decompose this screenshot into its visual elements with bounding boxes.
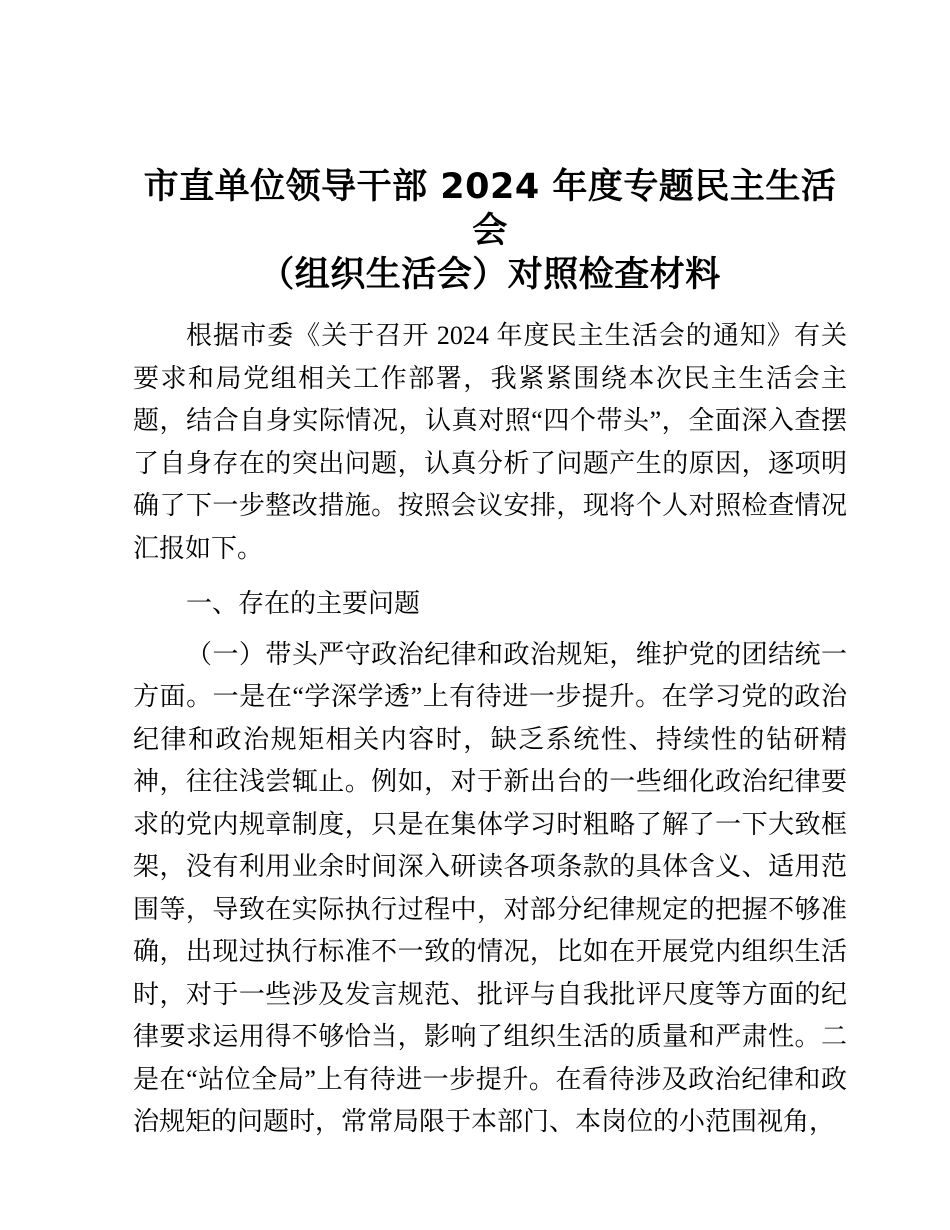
- section-1-item-1-paragraph: （一）带头严守政治纪律和政治规矩，维护党的团结统一方面。一是在“学深学透”上有待进一步提升。在学习党的政治纪律和政治规矩相关内容时，缺乏系统性、持续性的钻研精神，往往浅尝辄止。例如，对于新出台的一些细化政治纪律要求的党内规章制度，只是在集体学习时粗略了解了一下大致框架，没有利用业余时间深入研读各项条款的具体含义、适用范围等，导致在实际执行过程中，对部分纪律规定的把握不够准确，出现过执行标准不一致的情况，比如在开展党内组织生活时，对于一些涉及发言规范、批评与自我批评尺度等方面的纪律要求运用得不够恰当，影响了组织生活的质量和严肃性。二是在“站位全局”上有待进一步提升。在看待涉及政治纪律和政治规矩的问题时，常常局限于本部门、本岗位的小范围视角，: [133, 639, 847, 1136]
- intro-paragraph: 根据市委《关于召开 2024 年度民主生活会的通知》有关要求和局党组相关工作部署，我紧紧围绕本次民主生活会主题，结合自身实际情况，认真对照“四个带头”，全面深入查摆了自身存在的突出问题，认真分析了问题产生的原因，逐项明确了下一步整改措施。按照会议安排，现将个人对照检查情况汇报如下。: [133, 321, 847, 563]
- document-title-line-2: （组织生活会）对照检查材料: [259, 255, 721, 295]
- section-1-heading: 一、存在的主要问题: [186, 589, 421, 618]
- document-content: [133, 165, 847, 1144]
- document-body: [133, 315, 847, 1144]
- document-title: [133, 165, 847, 297]
- document-title-line-1: 市直单位领导干部 2024 年度专题民主生活会: [143, 167, 837, 251]
